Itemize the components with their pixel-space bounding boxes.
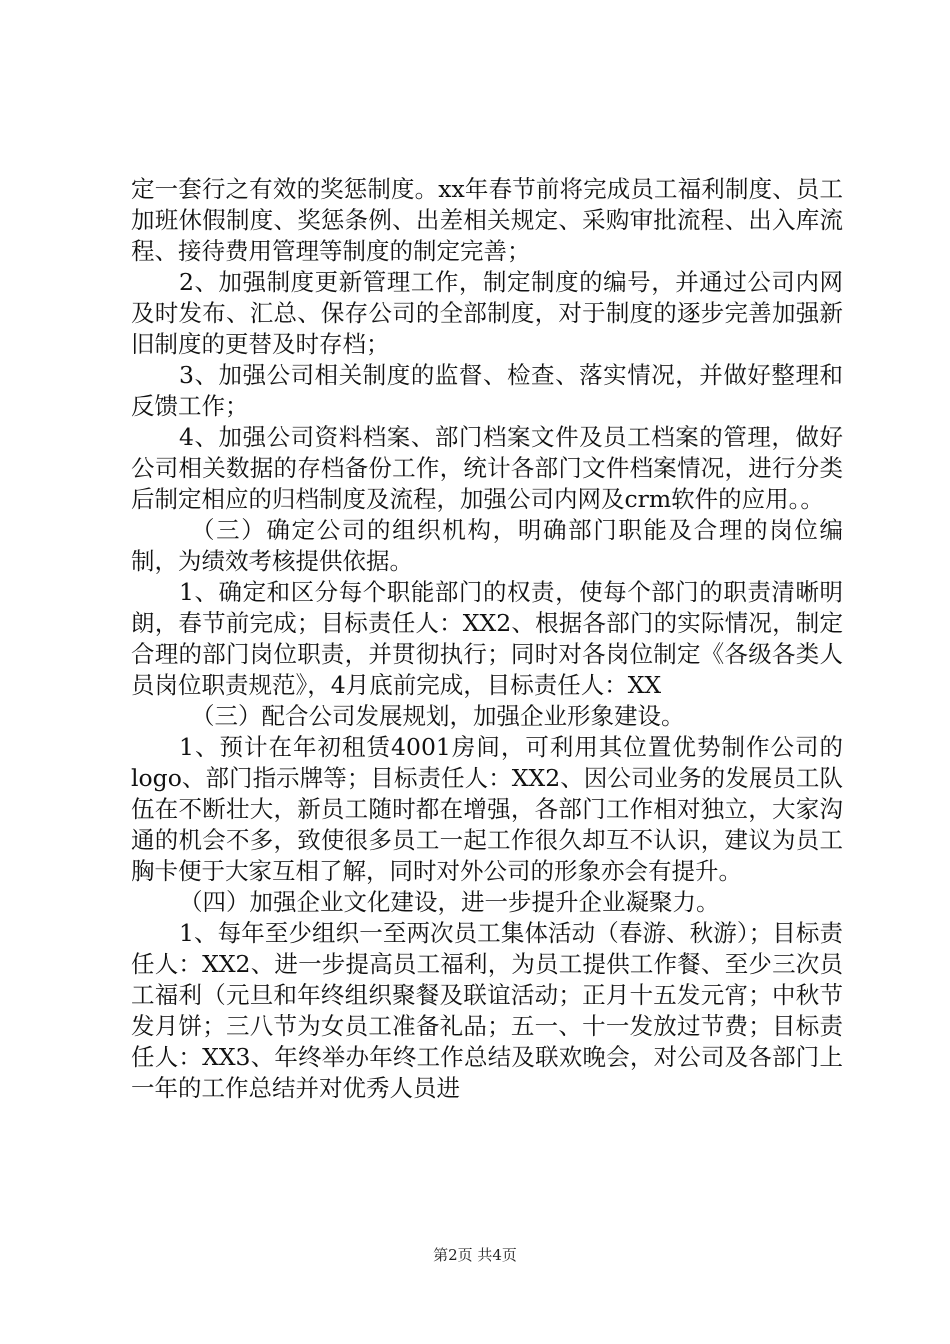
section-heading: （四）加强企业文化建设，进一步提升企业凝聚力。: [179, 888, 720, 916]
paragraph: 3、加强公司相关制度的监督、检查、落实情况，并做好整理和反馈工作；: [131, 361, 843, 420]
paragraph: 1、确定和区分每个职能部门的权责，使每个部门的职责清晰明朗，春节前完成；目标责任人：XX2、根据各部门的实际情况，制定合理的部门岗位职责，并贯彻执行；同时对各岗位制定《各级各类人员岗位职责规范》，4月底前完成，目标责任人：XX: [131, 578, 843, 699]
paragraph: 定一套行之有效的奖惩制度。xx年春节前将完成员工福利制度、员工加班休假制度、奖惩条例、出差相关规定、采购审批流程、出入库流程、接待费用管理等制度的制定完善；: [131, 175, 843, 265]
page-number-label: 第2页 共4页: [433, 1246, 517, 1264]
paragraph: 2、加强制度更新管理工作，制定制度的编号，并通过公司内网及时发布、汇总、保存公司的全部制度，对于制度的逐步完善加强新旧制度的更替及时存档；: [131, 268, 843, 358]
paragraph: 1、预计在年初租赁4001房间，可利用其位置优势制作公司的logo、部门指示牌等；目标责任人：XX2、因公司业务的发展员工队伍在不断壮大，新员工随时都在增强，各部门工作相对独立，大家沟通的机会不多，致使很多员工一起工作很久却互不认识，建议为员工胸卡便于大家互相了解，同时对外公司的形象亦会有提升。: [131, 733, 843, 885]
paragraph: 1、每年至少组织一至两次员工集体活动（春游、秋游）；目标责任人：XX2、进一步提高员工福利，为员工提供工作餐、至少三次员工福利（元旦和年终组织聚餐及联谊活动；正月十五发元宵；中秋节发月饼；三八节为女员工准备礼品；五一、十一发放过节费；目标责任人：XX3、年终举办年终工作总结及联欢晚会，对公司及各部门上一年的工作总结并对优秀人员进: [131, 919, 843, 1102]
section-heading: （三）确定公司的组织机构，明确部门职能及合理的岗位编制，为绩效考核提供依据。: [131, 516, 843, 575]
document-body: [131, 174, 843, 1104]
page-footer: [0, 1244, 950, 1265]
section-heading: （三）配合公司发展规划，加强企业形象建设。: [191, 702, 685, 730]
paragraph: 4、加强公司资料档案、部门档案文件及员工档案的管理，做好公司相关数据的存档备份工作，统计各部门文件档案情况，进行分类后制定相应的归档制度及流程，加强公司内网及crm软件的应用。。: [131, 423, 843, 513]
